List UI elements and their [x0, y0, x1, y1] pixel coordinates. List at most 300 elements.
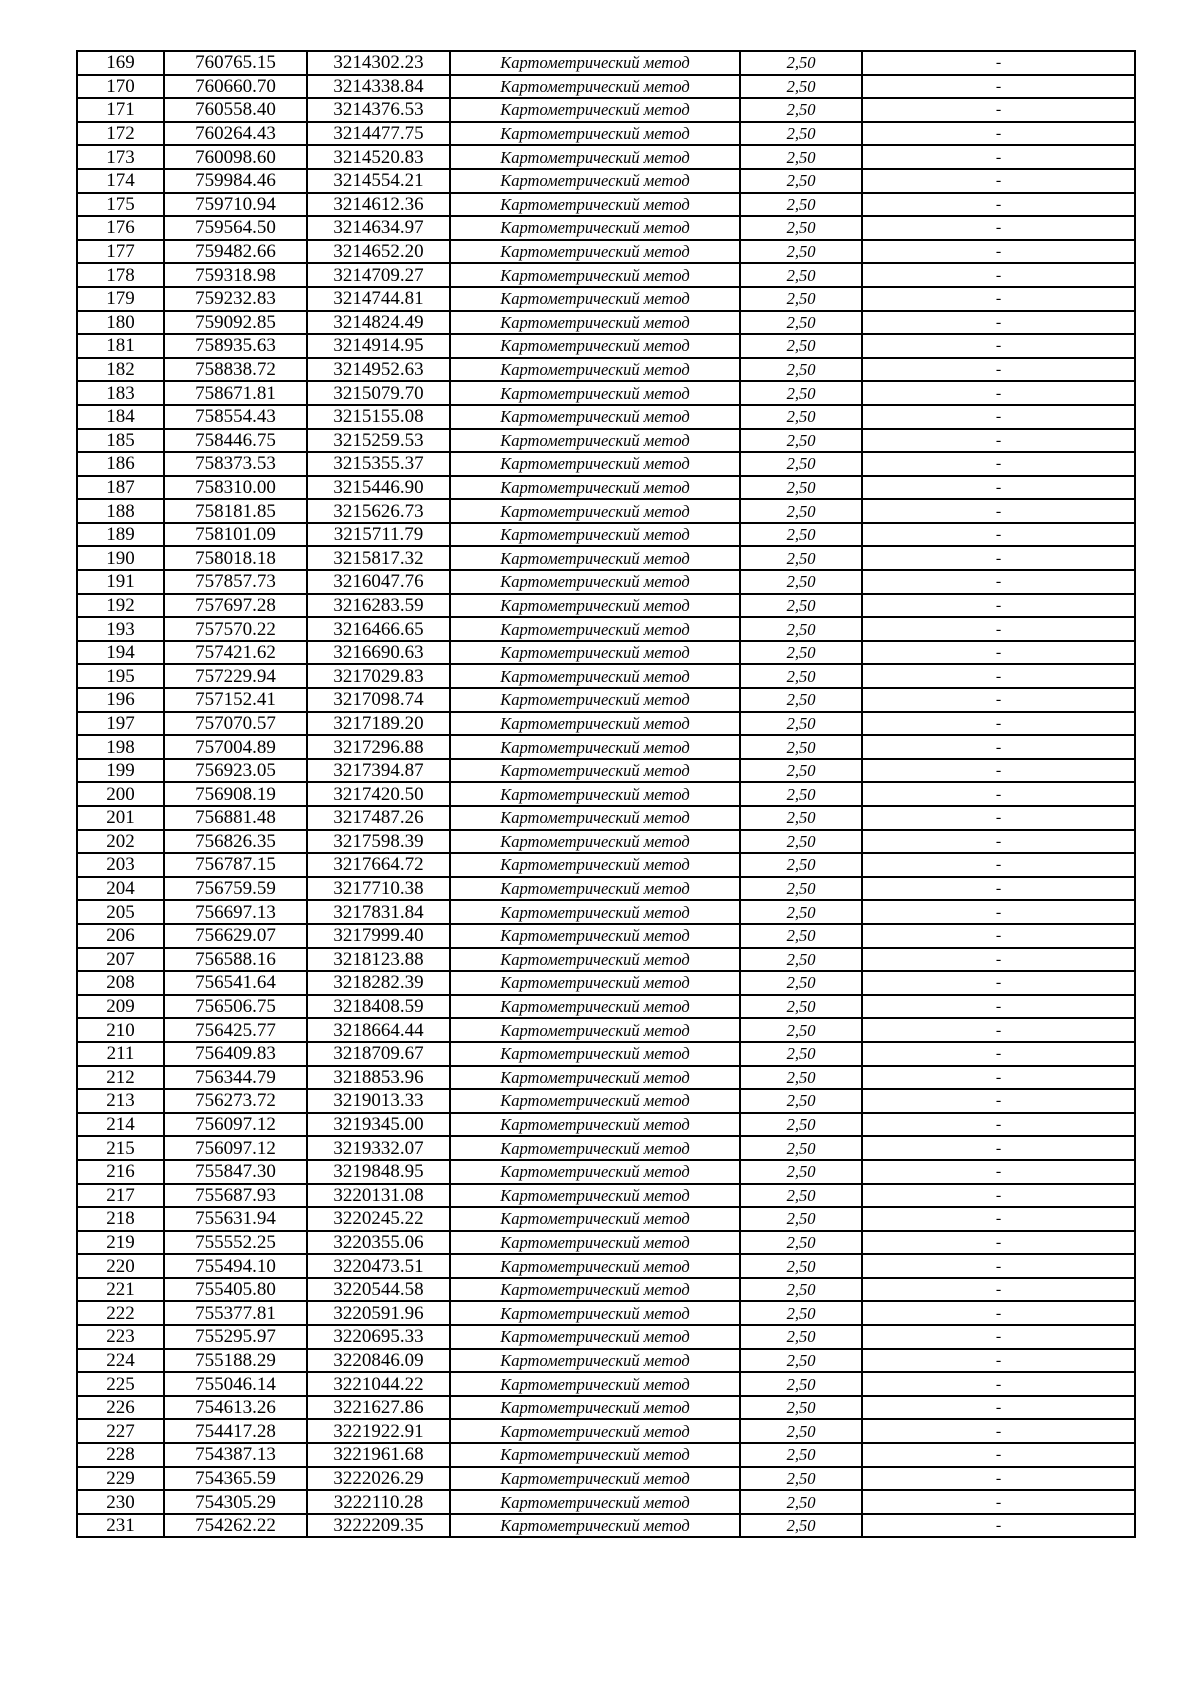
x-coordinate: 758018.18: [164, 546, 307, 570]
determination-method: Картометрический метод: [450, 51, 740, 75]
table-row: [77, 358, 1135, 382]
table-row: [77, 1018, 1135, 1042]
x-coordinate: 758373.53: [164, 452, 307, 476]
note-cell: -: [862, 358, 1135, 382]
y-coordinate: 3221044.22: [307, 1372, 450, 1396]
accuracy-value: 2,50: [740, 688, 862, 712]
determination-method: Картометрический метод: [450, 358, 740, 382]
point-number: 227: [77, 1419, 164, 1443]
note-cell: -: [862, 1207, 1135, 1231]
note-cell: -: [862, 98, 1135, 122]
x-coordinate: 756344.79: [164, 1066, 307, 1090]
point-number: 207: [77, 948, 164, 972]
y-coordinate: 3217487.26: [307, 806, 450, 830]
note-cell: -: [862, 51, 1135, 75]
table-row: [77, 381, 1135, 405]
accuracy-value: 2,50: [740, 1254, 862, 1278]
accuracy-value: 2,50: [740, 1231, 862, 1255]
x-coordinate: 757004.89: [164, 735, 307, 759]
accuracy-value: 2,50: [740, 405, 862, 429]
determination-method: Картометрический метод: [450, 405, 740, 429]
accuracy-value: 2,50: [740, 830, 862, 854]
table-row: [77, 1184, 1135, 1208]
point-number: 212: [77, 1066, 164, 1090]
determination-method: Картометрический метод: [450, 193, 740, 217]
table-row: [77, 735, 1135, 759]
x-coordinate: 754305.29: [164, 1490, 307, 1514]
table-row: [77, 51, 1135, 75]
point-number: 210: [77, 1018, 164, 1042]
note-cell: -: [862, 971, 1135, 995]
point-number: 179: [77, 287, 164, 311]
determination-method: Картометрический метод: [450, 1396, 740, 1420]
x-coordinate: 760660.70: [164, 75, 307, 99]
y-coordinate: 3215259.53: [307, 429, 450, 453]
note-cell: -: [862, 688, 1135, 712]
x-coordinate: 756881.48: [164, 806, 307, 830]
table-row: [77, 334, 1135, 358]
y-coordinate: 3217296.88: [307, 735, 450, 759]
y-coordinate: 3220695.33: [307, 1325, 450, 1349]
x-coordinate: 755552.25: [164, 1231, 307, 1255]
note-cell: -: [862, 75, 1135, 99]
point-number: 191: [77, 570, 164, 594]
note-cell: -: [862, 452, 1135, 476]
x-coordinate: 756409.83: [164, 1042, 307, 1066]
table-row: [77, 900, 1135, 924]
note-cell: -: [862, 193, 1135, 217]
point-number: 185: [77, 429, 164, 453]
accuracy-value: 2,50: [740, 1160, 862, 1184]
note-cell: -: [862, 429, 1135, 453]
table-row: [77, 688, 1135, 712]
table-row: [77, 1372, 1135, 1396]
y-coordinate: 3222110.28: [307, 1490, 450, 1514]
point-number: 169: [77, 51, 164, 75]
accuracy-value: 2,50: [740, 1113, 862, 1137]
note-cell: -: [862, 546, 1135, 570]
point-number: 188: [77, 499, 164, 523]
y-coordinate: 3216283.59: [307, 594, 450, 618]
determination-method: Картометрический метод: [450, 1018, 740, 1042]
determination-method: Картометрический метод: [450, 1207, 740, 1231]
determination-method: Картометрический метод: [450, 806, 740, 830]
y-coordinate: 3215079.70: [307, 381, 450, 405]
accuracy-value: 2,50: [740, 1490, 862, 1514]
accuracy-value: 2,50: [740, 1419, 862, 1443]
y-coordinate: 3221627.86: [307, 1396, 450, 1420]
y-coordinate: 3216690.63: [307, 641, 450, 665]
y-coordinate: 3216466.65: [307, 617, 450, 641]
x-coordinate: 755494.10: [164, 1254, 307, 1278]
table-row: [77, 1207, 1135, 1231]
y-coordinate: 3220846.09: [307, 1349, 450, 1373]
y-coordinate: 3217831.84: [307, 900, 450, 924]
x-coordinate: 758838.72: [164, 358, 307, 382]
accuracy-value: 2,50: [740, 1467, 862, 1491]
x-coordinate: 754365.59: [164, 1467, 307, 1491]
note-cell: -: [862, 405, 1135, 429]
note-cell: -: [862, 641, 1135, 665]
determination-method: Картометрический метод: [450, 1160, 740, 1184]
note-cell: -: [862, 216, 1135, 240]
accuracy-value: 2,50: [740, 735, 862, 759]
table-row: [77, 853, 1135, 877]
point-number: 214: [77, 1113, 164, 1137]
point-number: 195: [77, 664, 164, 688]
y-coordinate: 3215155.08: [307, 405, 450, 429]
y-coordinate: 3214612.36: [307, 193, 450, 217]
accuracy-value: 2,50: [740, 1514, 862, 1538]
y-coordinate: 3220591.96: [307, 1301, 450, 1325]
determination-method: Картометрический метод: [450, 75, 740, 99]
y-coordinate: 3215355.37: [307, 452, 450, 476]
accuracy-value: 2,50: [740, 98, 862, 122]
point-number: 194: [77, 641, 164, 665]
accuracy-value: 2,50: [740, 75, 862, 99]
accuracy-value: 2,50: [740, 381, 862, 405]
accuracy-value: 2,50: [740, 782, 862, 806]
point-number: 181: [77, 334, 164, 358]
x-coordinate: 756826.35: [164, 830, 307, 854]
determination-method: Картометрический метод: [450, 334, 740, 358]
point-number: 219: [77, 1231, 164, 1255]
x-coordinate: 756273.72: [164, 1089, 307, 1113]
note-cell: -: [862, 948, 1135, 972]
determination-method: Картометрический метод: [450, 499, 740, 523]
accuracy-value: 2,50: [740, 311, 862, 335]
y-coordinate: 3218709.67: [307, 1042, 450, 1066]
table-row: [77, 193, 1135, 217]
x-coordinate: 759564.50: [164, 216, 307, 240]
accuracy-value: 2,50: [740, 499, 862, 523]
accuracy-value: 2,50: [740, 1278, 862, 1302]
y-coordinate: 3215446.90: [307, 476, 450, 500]
determination-method: Картометрический метод: [450, 546, 740, 570]
table-row: [77, 782, 1135, 806]
note-cell: -: [862, 1089, 1135, 1113]
determination-method: Картометрический метод: [450, 641, 740, 665]
point-number: 199: [77, 759, 164, 783]
determination-method: Картометрический метод: [450, 830, 740, 854]
determination-method: Картометрический метод: [450, 1419, 740, 1443]
note-cell: -: [862, 594, 1135, 618]
note-cell: -: [862, 995, 1135, 1019]
accuracy-value: 2,50: [740, 594, 862, 618]
table-row: [77, 1042, 1135, 1066]
accuracy-value: 2,50: [740, 334, 862, 358]
point-number: 177: [77, 240, 164, 264]
y-coordinate: 3215817.32: [307, 546, 450, 570]
determination-method: Картометрический метод: [450, 1372, 740, 1396]
point-number: 230: [77, 1490, 164, 1514]
point-number: 178: [77, 263, 164, 287]
point-number: 192: [77, 594, 164, 618]
determination-method: Картометрический метод: [450, 570, 740, 594]
y-coordinate: 3214652.20: [307, 240, 450, 264]
x-coordinate: 755847.30: [164, 1160, 307, 1184]
y-coordinate: 3217420.50: [307, 782, 450, 806]
y-coordinate: 3218408.59: [307, 995, 450, 1019]
x-coordinate: 755046.14: [164, 1372, 307, 1396]
point-number: 184: [77, 405, 164, 429]
determination-method: Картометрический метод: [450, 1467, 740, 1491]
accuracy-value: 2,50: [740, 122, 862, 146]
y-coordinate: 3214376.53: [307, 98, 450, 122]
y-coordinate: 3214634.97: [307, 216, 450, 240]
determination-method: Картометрический метод: [450, 1254, 740, 1278]
x-coordinate: 757697.28: [164, 594, 307, 618]
x-coordinate: 758310.00: [164, 476, 307, 500]
table-row: [77, 1467, 1135, 1491]
accuracy-value: 2,50: [740, 51, 862, 75]
note-cell: -: [862, 1066, 1135, 1090]
accuracy-value: 2,50: [740, 712, 862, 736]
y-coordinate: 3218282.39: [307, 971, 450, 995]
note-cell: -: [862, 735, 1135, 759]
y-coordinate: 3217189.20: [307, 712, 450, 736]
table-row: [77, 1419, 1135, 1443]
table-row: [77, 1325, 1135, 1349]
accuracy-value: 2,50: [740, 1301, 862, 1325]
x-coordinate: 756787.15: [164, 853, 307, 877]
determination-method: Картометрический метод: [450, 971, 740, 995]
x-coordinate: 754262.22: [164, 1514, 307, 1538]
determination-method: Картометрический метод: [450, 98, 740, 122]
point-number: 228: [77, 1443, 164, 1467]
point-number: 197: [77, 712, 164, 736]
x-coordinate: 757229.94: [164, 664, 307, 688]
x-coordinate: 755188.29: [164, 1349, 307, 1373]
point-number: 196: [77, 688, 164, 712]
note-cell: -: [862, 924, 1135, 948]
point-number: 223: [77, 1325, 164, 1349]
table-row: [77, 617, 1135, 641]
determination-method: Картометрический метод: [450, 169, 740, 193]
table-row: [77, 971, 1135, 995]
table-row: [77, 1089, 1135, 1113]
x-coordinate: 758554.43: [164, 405, 307, 429]
point-number: 221: [77, 1278, 164, 1302]
x-coordinate: 758671.81: [164, 381, 307, 405]
note-cell: -: [862, 806, 1135, 830]
point-number: 229: [77, 1467, 164, 1491]
y-coordinate: 3219345.00: [307, 1113, 450, 1137]
point-number: 224: [77, 1349, 164, 1373]
note-cell: -: [862, 1349, 1135, 1373]
note-cell: -: [862, 900, 1135, 924]
determination-method: Картометрический метод: [450, 664, 740, 688]
accuracy-value: 2,50: [740, 216, 862, 240]
accuracy-value: 2,50: [740, 1396, 862, 1420]
note-cell: -: [862, 240, 1135, 264]
point-number: 173: [77, 145, 164, 169]
accuracy-value: 2,50: [740, 971, 862, 995]
note-cell: -: [862, 1514, 1135, 1538]
accuracy-value: 2,50: [740, 452, 862, 476]
determination-method: Картометрический метод: [450, 476, 740, 500]
accuracy-value: 2,50: [740, 948, 862, 972]
determination-method: Картометрический метод: [450, 1136, 740, 1160]
y-coordinate: 3221961.68: [307, 1443, 450, 1467]
accuracy-value: 2,50: [740, 1018, 862, 1042]
x-coordinate: 759984.46: [164, 169, 307, 193]
y-coordinate: 3218664.44: [307, 1018, 450, 1042]
point-number: 209: [77, 995, 164, 1019]
x-coordinate: 756697.13: [164, 900, 307, 924]
note-cell: -: [862, 1325, 1135, 1349]
x-coordinate: 759232.83: [164, 287, 307, 311]
note-cell: -: [862, 334, 1135, 358]
table-row: [77, 712, 1135, 736]
table-row: [77, 263, 1135, 287]
determination-method: Картометрический метод: [450, 1349, 740, 1373]
note-cell: -: [862, 476, 1135, 500]
x-coordinate: 758935.63: [164, 334, 307, 358]
coordinates-table-body: [77, 51, 1135, 1537]
x-coordinate: 759318.98: [164, 263, 307, 287]
determination-method: Картометрический метод: [450, 1301, 740, 1325]
table-row: [77, 1160, 1135, 1184]
accuracy-value: 2,50: [740, 641, 862, 665]
x-coordinate: 759710.94: [164, 193, 307, 217]
determination-method: Картометрический метод: [450, 1278, 740, 1302]
note-cell: -: [862, 782, 1135, 806]
table-row: [77, 75, 1135, 99]
determination-method: Картометрический метод: [450, 1514, 740, 1538]
x-coordinate: 755687.93: [164, 1184, 307, 1208]
note-cell: -: [862, 1278, 1135, 1302]
accuracy-value: 2,50: [740, 1325, 862, 1349]
table-row: [77, 1254, 1135, 1278]
table-row: [77, 1490, 1135, 1514]
table-row: [77, 169, 1135, 193]
determination-method: Картометрический метод: [450, 995, 740, 1019]
coordinates-table: [76, 50, 1136, 1538]
determination-method: Картометрический метод: [450, 1066, 740, 1090]
y-coordinate: 3220131.08: [307, 1184, 450, 1208]
determination-method: Картометрический метод: [450, 122, 740, 146]
point-number: 189: [77, 523, 164, 547]
determination-method: Картометрический метод: [450, 1490, 740, 1514]
table-row: [77, 594, 1135, 618]
note-cell: -: [862, 1301, 1135, 1325]
determination-method: Картометрический метод: [450, 1443, 740, 1467]
y-coordinate: 3218123.88: [307, 948, 450, 972]
determination-method: Картометрический метод: [450, 924, 740, 948]
x-coordinate: 758181.85: [164, 499, 307, 523]
table-row: [77, 240, 1135, 264]
table-row: [77, 1231, 1135, 1255]
accuracy-value: 2,50: [740, 664, 862, 688]
determination-method: Картометрический метод: [450, 948, 740, 972]
accuracy-value: 2,50: [740, 877, 862, 901]
note-cell: -: [862, 830, 1135, 854]
note-cell: -: [862, 169, 1135, 193]
point-number: 201: [77, 806, 164, 830]
x-coordinate: 756923.05: [164, 759, 307, 783]
y-coordinate: 3217710.38: [307, 877, 450, 901]
determination-method: Картометрический метод: [450, 452, 740, 476]
y-coordinate: 3220245.22: [307, 1207, 450, 1231]
x-coordinate: 760264.43: [164, 122, 307, 146]
determination-method: Картометрический метод: [450, 1325, 740, 1349]
note-cell: -: [862, 499, 1135, 523]
table-row: [77, 1349, 1135, 1373]
x-coordinate: 760558.40: [164, 98, 307, 122]
x-coordinate: 756541.64: [164, 971, 307, 995]
x-coordinate: 757152.41: [164, 688, 307, 712]
table-row: [77, 145, 1135, 169]
point-number: 203: [77, 853, 164, 877]
determination-method: Картометрический метод: [450, 263, 740, 287]
note-cell: -: [862, 523, 1135, 547]
accuracy-value: 2,50: [740, 523, 862, 547]
accuracy-value: 2,50: [740, 1207, 862, 1231]
determination-method: Картометрический метод: [450, 381, 740, 405]
point-number: 187: [77, 476, 164, 500]
point-number: 200: [77, 782, 164, 806]
accuracy-value: 2,50: [740, 759, 862, 783]
note-cell: -: [862, 1231, 1135, 1255]
accuracy-value: 2,50: [740, 995, 862, 1019]
table-row: [77, 1301, 1135, 1325]
accuracy-value: 2,50: [740, 240, 862, 264]
table-row: [77, 476, 1135, 500]
note-cell: -: [862, 311, 1135, 335]
determination-method: Картометрический метод: [450, 1042, 740, 1066]
determination-method: Картометрический метод: [450, 688, 740, 712]
point-number: 225: [77, 1372, 164, 1396]
y-coordinate: 3214520.83: [307, 145, 450, 169]
determination-method: Картометрический метод: [450, 240, 740, 264]
table-row: [77, 1066, 1135, 1090]
point-number: 213: [77, 1089, 164, 1113]
x-coordinate: 755631.94: [164, 1207, 307, 1231]
point-number: 231: [77, 1514, 164, 1538]
table-row: [77, 995, 1135, 1019]
table-row: [77, 877, 1135, 901]
table-row: [77, 523, 1135, 547]
y-coordinate: 3214952.63: [307, 358, 450, 382]
note-cell: -: [862, 1113, 1135, 1137]
table-row: [77, 664, 1135, 688]
y-coordinate: 3215626.73: [307, 499, 450, 523]
x-coordinate: 759092.85: [164, 311, 307, 335]
point-number: 222: [77, 1301, 164, 1325]
y-coordinate: 3217029.83: [307, 664, 450, 688]
x-coordinate: 760765.15: [164, 51, 307, 75]
table-row: [77, 311, 1135, 335]
accuracy-value: 2,50: [740, 1349, 862, 1373]
point-number: 170: [77, 75, 164, 99]
accuracy-value: 2,50: [740, 617, 862, 641]
x-coordinate: 756506.75: [164, 995, 307, 1019]
x-coordinate: 760098.60: [164, 145, 307, 169]
y-coordinate: 3222026.29: [307, 1467, 450, 1491]
note-cell: -: [862, 617, 1135, 641]
table-row: [77, 806, 1135, 830]
table-row: [77, 405, 1135, 429]
x-coordinate: 756908.19: [164, 782, 307, 806]
y-coordinate: 3214477.75: [307, 122, 450, 146]
y-coordinate: 3215711.79: [307, 523, 450, 547]
note-cell: -: [862, 664, 1135, 688]
table-row: [77, 570, 1135, 594]
point-number: 193: [77, 617, 164, 641]
accuracy-value: 2,50: [740, 476, 862, 500]
y-coordinate: 3218853.96: [307, 1066, 450, 1090]
